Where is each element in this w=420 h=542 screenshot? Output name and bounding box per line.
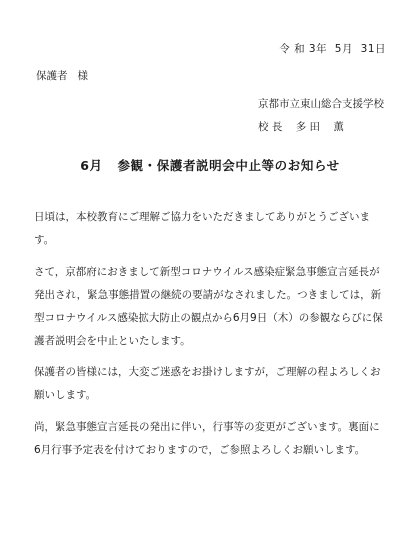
body-paragraph: 保護者の皆様には，大変ご迷惑をお掛けしますが，ご理解の程よろしくお願いします。 [34, 366, 381, 401]
recipient-line: 保護者 様 [36, 70, 89, 82]
body-paragraph: 日頃は，本校教育にご理解ご協力をいただきましてありがとうございます。 [34, 211, 370, 246]
sender-block [258, 93, 384, 139]
document-title: 6月 参観・保護者説明会中止等のお知らせ [80, 158, 340, 173]
body-paragraph: さて，京都府におきまして新型コロナウイルス感染症緊急事態宣言延長が発出され，緊急事態措置の継続の要請がなされました。つきましては，新型コロナウイルス感染拡大防止の観点から6月9日（木）の参観ならびに保護者説明会を中止といたします。 [34, 265, 383, 347]
document-body [34, 206, 386, 462]
document-date: 令 和 3年 5月 31日 [279, 43, 386, 55]
school-name: 京都市立東山総合支援学校 [258, 98, 384, 110]
principal-name: 校 長 多 田 薫 [258, 121, 344, 133]
body-paragraph: 尚，緊急事態宣言延長の発出に伴い，行事等の変更がございます。裏面に6月行事予定表を付けておりますので，ご参照よろしくお願いします。 [34, 420, 380, 456]
